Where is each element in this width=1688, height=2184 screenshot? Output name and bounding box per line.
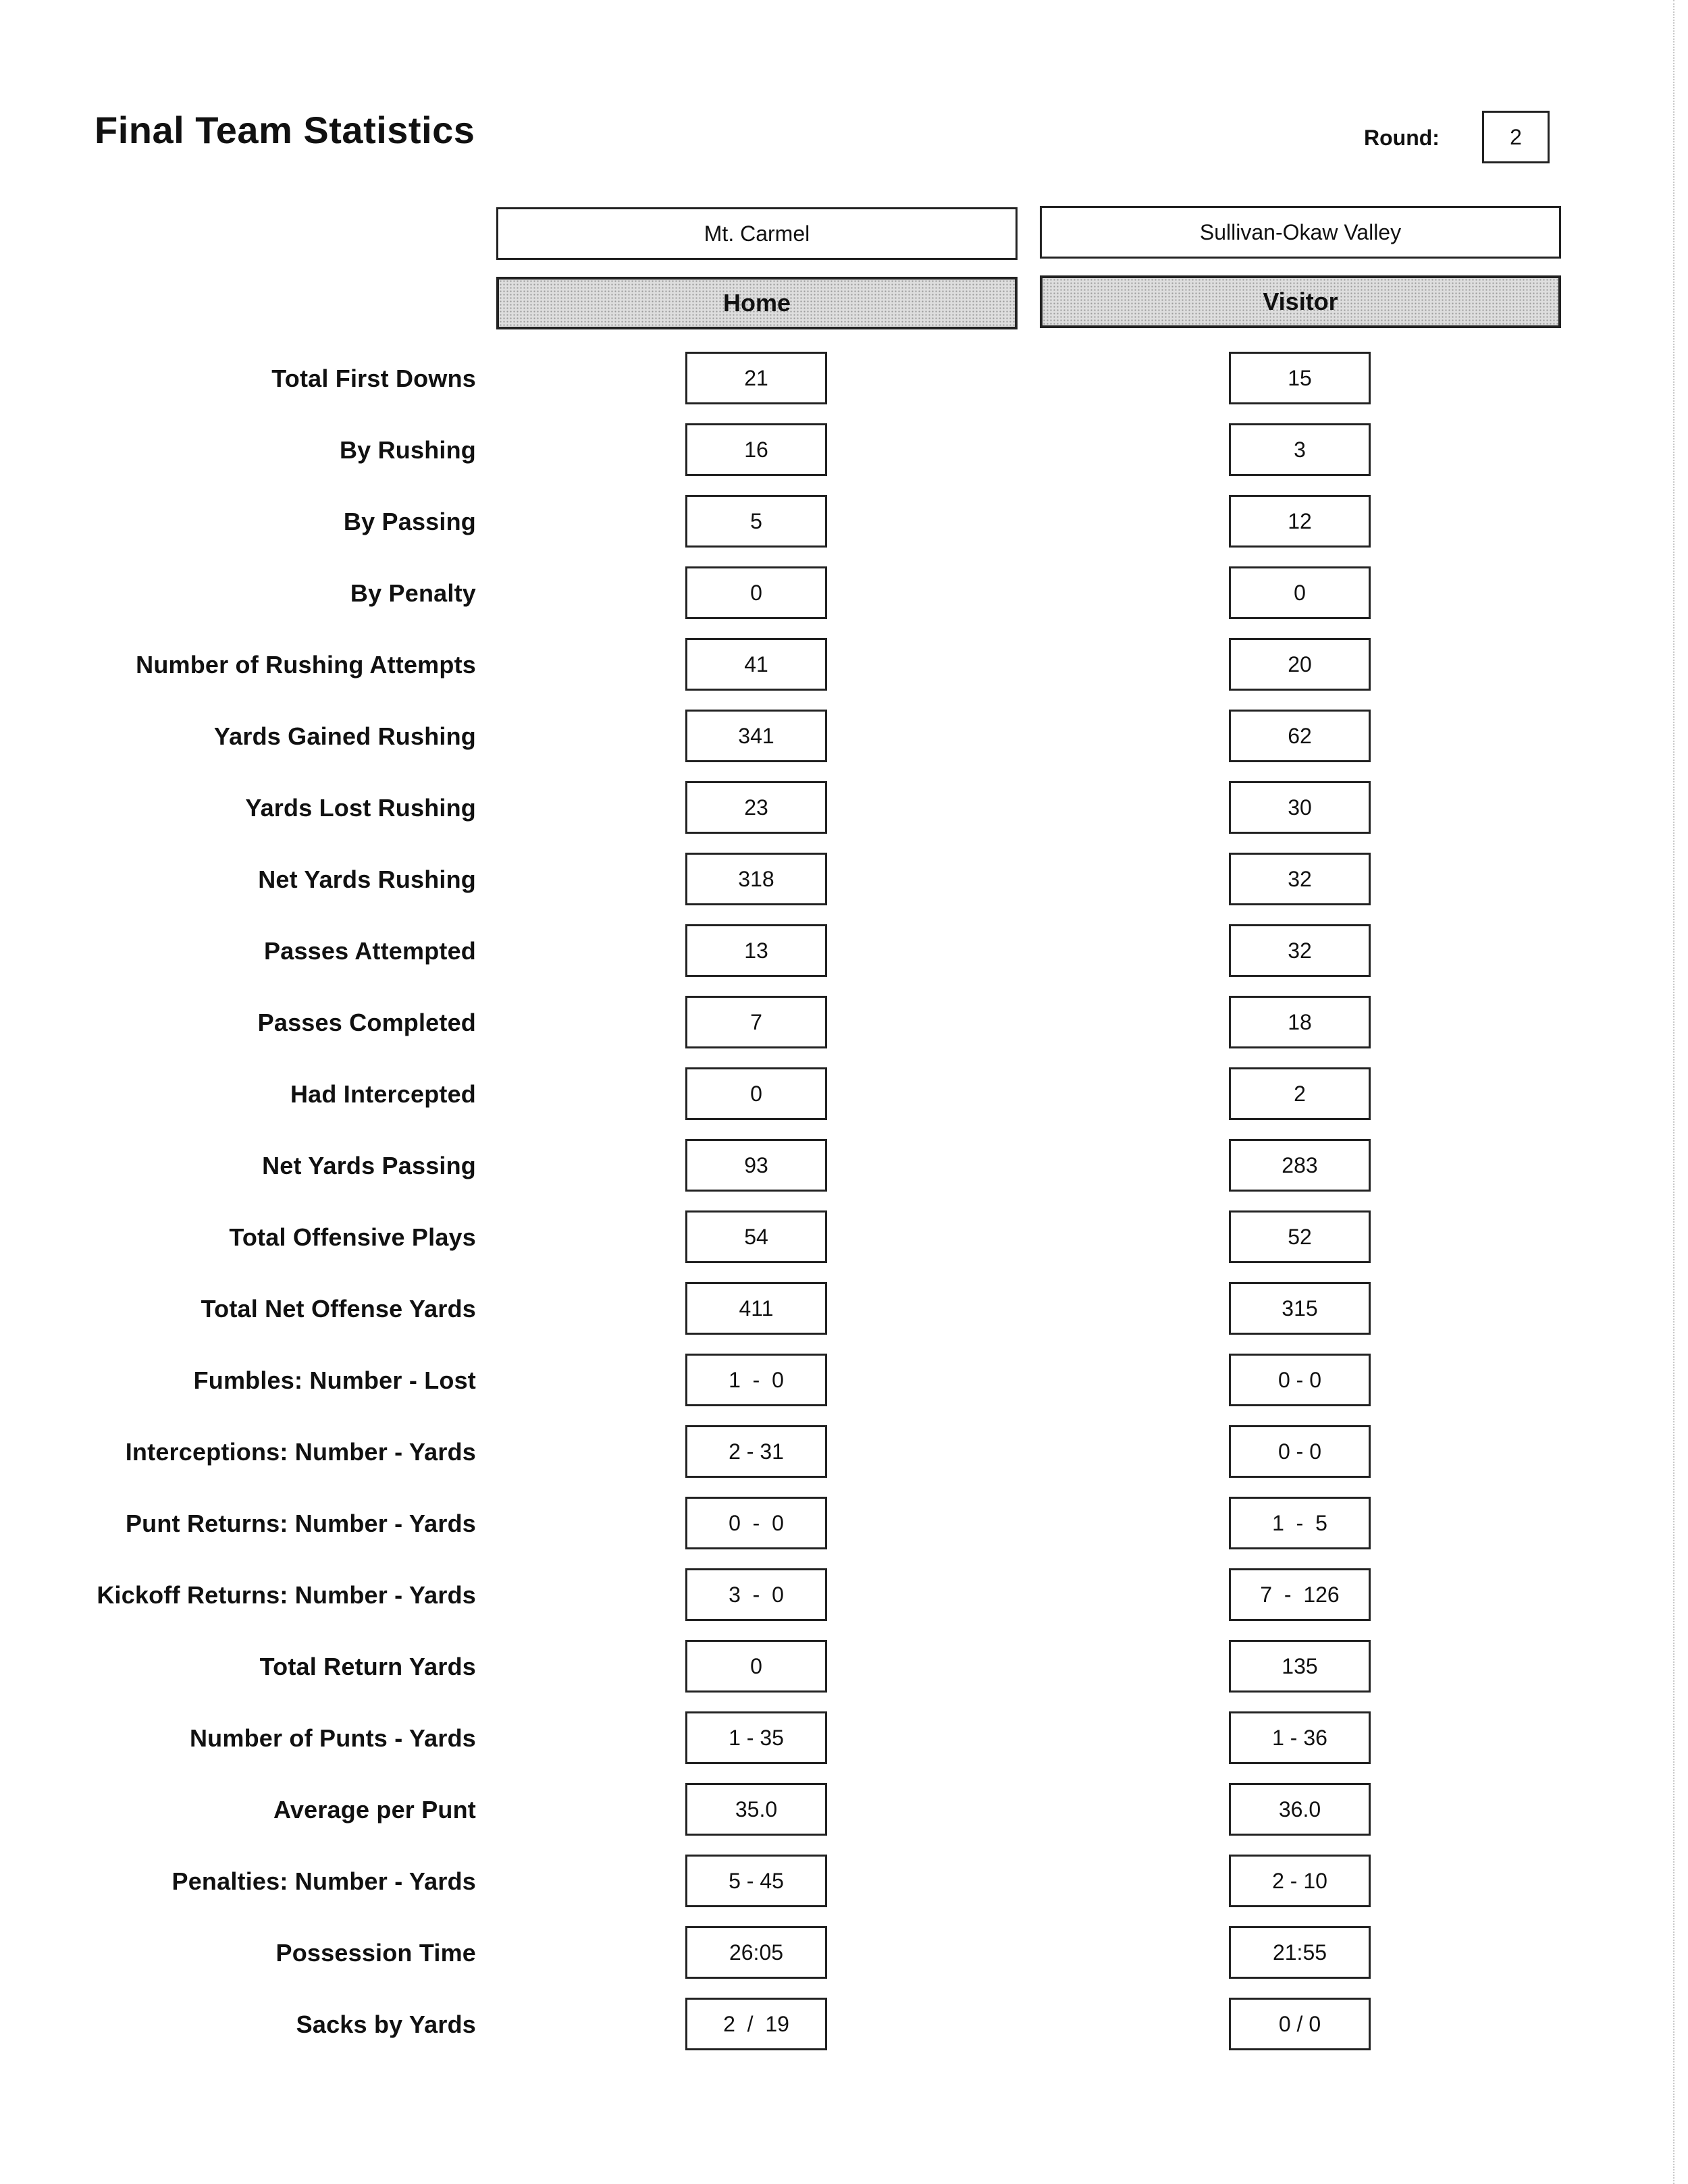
- visitor-stat-value: 135: [1229, 1640, 1371, 1693]
- stat-label: Yards Gained Rushing: [213, 722, 476, 750]
- stat-row: [0, 1354, 1688, 1408]
- home-stat-value: 23: [685, 781, 827, 834]
- stat-row: [0, 853, 1688, 907]
- stat-label: Passes Attempted: [264, 937, 476, 965]
- home-stat-value: 21: [685, 352, 827, 404]
- home-column-header: Home: [496, 277, 1018, 329]
- stat-label: Sacks by Yards: [296, 2010, 476, 2038]
- stat-row: [0, 495, 1688, 549]
- stat-row: [0, 1067, 1688, 1121]
- visitor-stat-value: 1 - 5: [1229, 1497, 1371, 1549]
- visitor-team-name: Sullivan-Okaw Valley: [1040, 206, 1561, 259]
- visitor-stat-value: 0 - 0: [1229, 1425, 1371, 1478]
- visitor-stat-value: 52: [1229, 1210, 1371, 1263]
- home-stat-value: 41: [685, 638, 827, 691]
- home-stat-value: 2 / 19: [685, 1998, 827, 2050]
- stat-row: [0, 1998, 1688, 2052]
- visitor-stat-value: 315: [1229, 1282, 1371, 1335]
- home-stat-value: 0: [685, 1640, 827, 1693]
- stat-row: [0, 1640, 1688, 1694]
- stat-row: [0, 1210, 1688, 1264]
- stat-row: [0, 1425, 1688, 1479]
- stat-label: Number of Punts - Yards: [189, 1724, 476, 1752]
- stat-label: Possession Time: [275, 1939, 476, 1967]
- stat-row: [0, 566, 1688, 620]
- stat-label: By Penalty: [350, 579, 476, 607]
- stat-row: [0, 1926, 1688, 1980]
- stat-label: Fumbles: Number - Lost: [193, 1366, 476, 1394]
- visitor-stat-value: 15: [1229, 352, 1371, 404]
- home-stat-value: 0: [685, 1067, 827, 1120]
- stat-label: Kickoff Returns: Number - Yards: [97, 1581, 476, 1609]
- visitor-stat-value: 2: [1229, 1067, 1371, 1120]
- stat-row: [0, 423, 1688, 477]
- visitor-stat-value: 7 - 126: [1229, 1568, 1371, 1621]
- stat-label: Passes Completed: [257, 1009, 476, 1036]
- stat-label: Total Return Yards: [259, 1653, 476, 1680]
- round-label: Round:: [1364, 126, 1440, 150]
- home-stat-value: 7: [685, 996, 827, 1048]
- stat-label: Had Intercepted: [290, 1080, 476, 1108]
- home-stat-value: 1 - 0: [685, 1354, 827, 1406]
- stat-row: [0, 638, 1688, 692]
- home-stat-value: 1 - 35: [685, 1711, 827, 1764]
- visitor-stat-value: 32: [1229, 924, 1371, 977]
- home-stat-value: 5: [685, 495, 827, 548]
- home-stat-value: 3 - 0: [685, 1568, 827, 1621]
- home-stat-value: 54: [685, 1210, 827, 1263]
- stat-row: [0, 1568, 1688, 1622]
- visitor-stat-value: 62: [1229, 710, 1371, 762]
- stat-row: [0, 1783, 1688, 1837]
- visitor-stat-value: 32: [1229, 853, 1371, 905]
- stat-row: [0, 1711, 1688, 1765]
- visitor-stat-value: 2 - 10: [1229, 1855, 1371, 1907]
- page-title: Final Team Statistics: [95, 109, 475, 151]
- home-team-name: Mt. Carmel: [496, 207, 1018, 260]
- visitor-stat-value: 0: [1229, 566, 1371, 619]
- stat-label: By Rushing: [339, 436, 476, 464]
- stat-row: [0, 352, 1688, 406]
- stat-label: Net Yards Passing: [262, 1152, 476, 1179]
- stat-row: [0, 996, 1688, 1050]
- stat-row: [0, 1855, 1688, 1909]
- stat-row: [0, 1139, 1688, 1193]
- home-stat-value: 341: [685, 710, 827, 762]
- stat-row: [0, 781, 1688, 835]
- visitor-stat-value: 36.0: [1229, 1783, 1371, 1836]
- home-stat-value: 26:05: [685, 1926, 827, 1979]
- stat-label: Total First Downs: [271, 365, 476, 392]
- home-stat-value: 318: [685, 853, 827, 905]
- stat-label: Penalties: Number - Yards: [172, 1867, 476, 1895]
- home-stat-value: 0 - 0: [685, 1497, 827, 1549]
- stat-row: [0, 924, 1688, 978]
- stat-label: Interceptions: Number - Yards: [125, 1438, 476, 1466]
- stat-label: Number of Rushing Attempts: [136, 651, 476, 678]
- visitor-stat-value: 1 - 36: [1229, 1711, 1371, 1764]
- visitor-stat-value: 18: [1229, 996, 1371, 1048]
- visitor-stat-value: 283: [1229, 1139, 1371, 1192]
- stat-row: [0, 1282, 1688, 1336]
- visitor-stat-value: 3: [1229, 423, 1371, 476]
- home-stat-value: 5 - 45: [685, 1855, 827, 1907]
- stat-label: Punt Returns: Number - Yards: [125, 1510, 476, 1537]
- home-stat-value: 411: [685, 1282, 827, 1335]
- stat-label: Yards Lost Rushing: [245, 794, 476, 822]
- home-stat-value: 2 - 31: [685, 1425, 827, 1478]
- visitor-stat-value: 21:55: [1229, 1926, 1371, 1979]
- stat-label: Net Yards Rushing: [258, 865, 476, 893]
- round-value: 2: [1482, 111, 1550, 163]
- stat-label: Total Offensive Plays: [229, 1223, 476, 1251]
- visitor-stat-value: 0 - 0: [1229, 1354, 1371, 1406]
- home-stat-value: 16: [685, 423, 827, 476]
- home-stat-value: 0: [685, 566, 827, 619]
- visitor-stat-value: 20: [1229, 638, 1371, 691]
- visitor-stat-value: 12: [1229, 495, 1371, 548]
- visitor-stat-value: 0 / 0: [1229, 1998, 1371, 2050]
- visitor-column-header: Visitor: [1040, 275, 1561, 328]
- stat-row: [0, 710, 1688, 764]
- stat-row: [0, 1497, 1688, 1551]
- home-stat-value: 35.0: [685, 1783, 827, 1836]
- stat-label: By Passing: [343, 508, 476, 535]
- home-stat-value: 93: [685, 1139, 827, 1192]
- visitor-stat-value: 30: [1229, 781, 1371, 834]
- home-stat-value: 13: [685, 924, 827, 977]
- stat-label: Average per Punt: [273, 1796, 476, 1823]
- stat-label: Total Net Offense Yards: [201, 1295, 476, 1323]
